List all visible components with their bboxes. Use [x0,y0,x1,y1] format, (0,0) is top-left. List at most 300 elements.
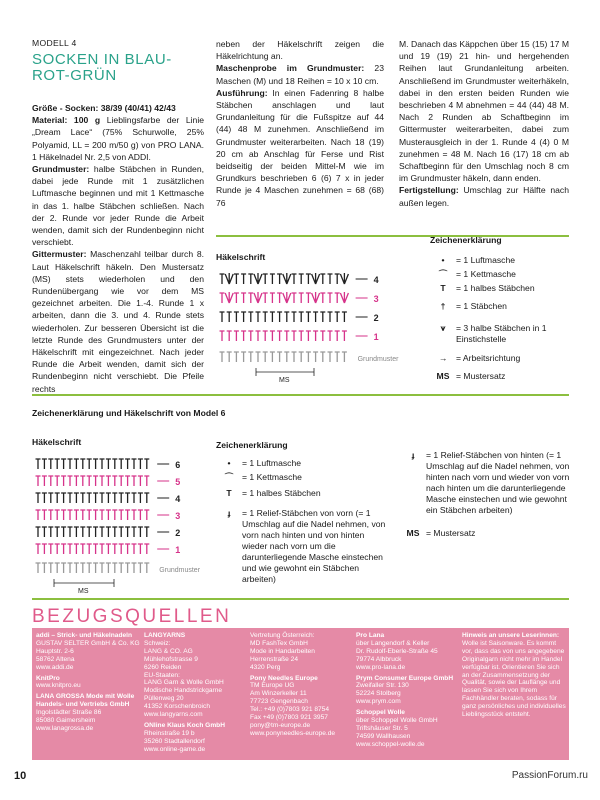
stitch-icon [93,544,98,554]
legend-text: = 1 Luftmasche [242,458,301,468]
bezugsquellen-title: BEZUGSQUELLEN [32,606,232,627]
stitch-icon [220,312,225,322]
stitch-icon [241,293,246,303]
stitch-icon [342,312,347,322]
stitch-icon [87,493,92,503]
stitch-icon [132,510,137,520]
stitch-icon [138,527,143,537]
stitch-icon [335,312,340,322]
stitch-icon [55,563,60,573]
paragraph-heading: Maschenprobe im Grundmuster: [216,63,365,74]
stitch-fan-icon [340,292,348,303]
stitch-icon [93,527,98,537]
stitch-icon [106,544,111,554]
stitch-icon [125,476,130,486]
bezugsquellen-column [36,632,140,736]
stitch-icon [42,476,47,486]
bezugsquellen-column [144,632,248,757]
row-number: 3 [373,294,379,304]
stitch-icon [74,510,79,520]
stitch-icon [48,527,53,537]
stitch-icon [68,527,73,537]
paragraph [216,87,384,209]
stitch-icon [36,527,41,537]
stitch-icon [270,352,275,362]
stitch-icon [342,352,347,362]
legend-symbol-icon: ⌒ [438,269,448,279]
paragraph-heading: Gittermuster: [32,249,87,260]
stitch-icon [256,312,261,322]
stitch-icon [100,459,105,469]
stitch-icon [248,274,253,284]
stitch-icon [263,274,268,284]
stitch-icon [263,352,268,362]
bezugsquellen-column [250,632,354,741]
stitch-icon [270,274,275,284]
paragraph [32,248,204,394]
supplier-name: Prym Consumer Europe GmbH [356,674,454,682]
legend1-title: Zeichenerklärung [430,235,502,245]
stitch-icon [61,544,66,554]
legend-text: = 1 halbes Stäbchen [242,488,321,498]
paragraph [32,114,204,163]
stitch-icon [112,476,117,486]
stitch-icon [241,331,246,341]
stitch-icon [100,476,105,486]
watermark: PassionForum.ru [511,770,588,781]
bezugsquellen-column [462,632,566,722]
paragraph-text: Maschenzahl teilbar durch 8. Laut Häkelschrift häkeln. Den Mustersatz (MS) stets wiederholen und den Rundenübergang wie vor dem MS gezeichnet arbeiten. Die 1.-4. Runde 1 x arbeiten, dann die 3. und 4. Runde stets wiederholen. Zur besseren Übersicht ist die letzte Runde des Grundmusters unter der Häkelschrift mit eingezeichnet. Nach jeder Runde die Arbeit wenden, damit sich der Rundenbeginn nicht verschiebt. Die Pfeile rechts [32,249,204,394]
legend2-title: Zeichenerklärung [216,440,288,450]
stitch-icon [106,493,111,503]
divider-line [216,235,569,237]
stitch-icon [220,352,225,362]
stitch-fan-icon [340,273,348,284]
stitch-icon [42,527,47,537]
stitch-icon [80,544,85,554]
stitch-icon [132,563,137,573]
supplier-entry [356,709,460,749]
stitch-icon [292,352,297,362]
stitch-fan-icon [254,292,262,303]
stitch-icon [320,331,325,341]
stitch-icon [112,544,117,554]
stitch-icon [335,274,340,284]
stitch-icon [87,527,92,537]
stitch-icon [119,544,124,554]
stitch-icon [68,563,73,573]
stitch-icon [292,312,297,322]
supplier-details: Wolle ist Saisonware. Es kommt vor, dass das von uns angegebene Originalgarn nicht mehr im Handel verfügbar ist. Orientieren Sie sich an der Zusammensetzung der Qualität, sowie der Lauflänge und lassen Sie sich von Ihrem Fachhändler beraten, sodass für ganz persönliches und individuelles Lieblingsstück entsteht. [462,639,566,719]
paragraph-text: Lieblingsfarbe der Linie „Dream Lace“ (75% Schurwolle, 25% Polyamid, LL = 200 m/50 g) von PRO LANA. 1 Häkelnadel Nr. 2,5 von ADDI. [32,115,205,162]
row-number: 6 [175,460,181,470]
stitch-icon [87,544,92,554]
legend-item [400,450,570,516]
stitch-icon [270,293,275,303]
stitch-icon [144,493,149,503]
paragraph-heading: Ausführung: [216,87,268,98]
stitch-icon [241,352,246,362]
paragraph-text: neben der Häkelschrift zeigen die Häkelrichtung an. [216,39,384,62]
stitch-icon [119,563,124,573]
stitch-icon [263,312,268,322]
stitch-icon [68,544,73,554]
legend-symbol-icon: ɟ [411,450,415,460]
supplier-name: Hinweis an unsere Leserinnen: [462,632,560,639]
stitch-icon [74,544,79,554]
legend-symbol-icon: ⩛ [440,323,446,333]
stitch-icon [125,510,130,520]
section2-title: Zeichenerklärung und Häkelschrift von Model 6 [32,408,226,418]
stitch-icon [144,476,149,486]
legend-symbol-icon: T [226,488,232,498]
stitch-icon [144,563,149,573]
column-2 [216,38,384,209]
legend-text: = 1 Luftmasche [456,255,515,265]
supplier-name: Pro Lana [356,632,385,639]
legend-symbol-icon: T [440,283,446,293]
supplier-entry [462,632,566,719]
stitch-icon [132,459,137,469]
stitch-icon [80,459,85,469]
stitch-icon [61,510,66,520]
legend-symbol-icon: † [440,301,446,311]
stitch-icon [306,331,311,341]
stitch-icon [112,563,117,573]
stitch-icon [125,459,130,469]
paragraph [399,38,569,184]
stitch-icon [328,352,333,362]
stitch-icon [74,476,79,486]
row-number: 2 [373,313,379,323]
stitch-icon [93,493,98,503]
supplier-entry [144,632,248,719]
paragraph-text: M. Danach das Käppchen über 15 (15) 17 M und 19 (19) 21 hin- und hergehenden Reihen laut Grundanleitung arbeiten. Anschließend im Grundmuster weiterhäkeln, dabei in den ersten beiden Runden wie beschrieben 4 M abnehmen = 44 (44) 48 M. Nach 2 Runden ab Schaftbeginn im Gittermuster weiterarbeiten, dabei zum Musterausgleich in der 1. Runde 4 (4) 0 M zunehmen = 48 M. Nach 16 (17) 18 cm ab Schaftbeginn für den Umschlag noch 8 cm im Grundmuster häkeln, dann enden. [399,39,569,184]
stitch-icon [248,312,253,322]
stitch-icon [320,293,325,303]
supplier-details: Zweifaller Str. 130 52224 Stolberg www.prym.com [356,682,409,706]
stitch-icon [48,459,53,469]
stitch-icon [138,510,143,520]
stitch-icon [55,510,60,520]
model-label: MODELL 4 [32,38,77,48]
stitch-icon [87,476,92,486]
stitch-icon [87,510,92,520]
stitch-fan-icon [312,292,320,303]
stitch-icon [234,312,239,322]
stitch-icon [36,563,41,573]
stitch-icon [328,293,333,303]
supplier-name: LANA GROSSA Mode mit Wolle Handels- und Vertriebs GmbH [36,693,135,709]
stitch-icon [42,510,47,520]
legend-item [216,472,391,483]
stitch-icon [55,527,60,537]
paragraph [32,102,204,114]
supplier-details: www.knitpro.eu [36,682,81,690]
stitch-icon [68,493,73,503]
stitch-icon [68,476,73,486]
stitch-icon [277,331,282,341]
stitch-icon [125,563,130,573]
legend-text: = Mustersatz [456,371,506,381]
stitch-icon [80,510,85,520]
stitch-icon [119,459,124,469]
paragraph [216,38,384,62]
row-number: 1 [175,545,181,555]
stitch-icon [61,459,66,469]
legend-text: = Arbeitsrichtung [456,353,521,363]
stitch-icon [87,459,92,469]
stitch-fan-icon [283,273,291,284]
legend-text: = 1 Kettmasche [456,269,516,279]
stitch-icon [241,274,246,284]
legend-item [430,371,570,382]
legend-1 [430,249,570,389]
base-label: Grundmuster [159,567,201,574]
stitch-icon [320,274,325,284]
stitch-icon [119,527,124,537]
paragraph-heading: Material: 100 g [32,115,101,126]
paragraph-text: Umschlag zur Hälfte nach außen legen. [399,185,569,208]
stitch-icon [220,293,225,303]
stitch-icon [335,293,340,303]
stitch-icon [306,293,311,303]
supplier-entry [36,632,140,672]
stitch-icon [234,274,239,284]
legend-symbol-icon: ⌒ [224,472,234,482]
supplier-name: LANGYARNS [144,632,186,639]
supplier-details: Ingolstädter Straße 86 85080 Gaimersheim www.lanagrossa.de [36,709,102,732]
stitch-icon [61,476,66,486]
stitch-icon [61,563,66,573]
crochet-chart-2 [32,455,212,595]
stitch-icon [138,493,143,503]
stitch-icon [119,493,124,503]
supplier-details: TM Europe UG Am Winzerkeller 11 77723 Gengenbach Tel.: +49 (0)7803 921 8754 Fax +49 (0)7803 921 3957 pony@tm-europe.de www.ponyneedles-europe.de [250,682,336,737]
stitch-icon [100,527,105,537]
divider-line [32,598,569,600]
paragraph [216,62,384,86]
legend-text: = 1 Relief-Stäbchen von hinten (= 1 Umschlag auf die Nadel nehmen, von hinten nach vorn und wieder von vorn nach hinten um die darunterliegende Masche einstechen und wie gewohnt ein Stäbchen arbeiten) [426,450,570,515]
row-number: 1 [373,332,379,342]
base-label: Grundmuster [357,356,399,363]
stitch-fan-icon [254,273,262,284]
stitch-icon [144,527,149,537]
paragraph-text: 23 Maschen (M) und 18 Reihen = 10 x 10 cm. [216,63,384,86]
stitch-icon [80,527,85,537]
legend-item [430,301,570,312]
stitch-icon [36,544,41,554]
model-title: SOCKEN IN BLAU-ROT-GRÜN [32,51,172,84]
stitch-icon [248,352,253,362]
stitch-icon [93,459,98,469]
stitch-icon [138,459,143,469]
row-number: 2 [175,528,181,538]
stitch-icon [48,493,53,503]
stitch-icon [36,510,41,520]
legend-text: = 1 halbes Stäbchen [456,283,535,293]
stitch-icon [112,459,117,469]
stitch-icon [313,312,318,322]
stitch-icon [48,544,53,554]
legend-text: = 1 Kettmasche [242,472,302,482]
legend-item [400,528,570,539]
stitch-icon [74,563,79,573]
stitch-icon [284,331,289,341]
legend-2 [216,452,391,602]
stitch-icon [132,544,137,554]
legend-item [216,488,391,499]
stitch-icon [277,352,282,362]
stitch-icon [106,476,111,486]
supplier-entry [250,675,354,738]
stitch-icon [284,352,289,362]
stitch-icon [80,493,85,503]
stitch-icon [100,510,105,520]
column-1 [32,102,204,395]
row-number: 4 [373,275,379,285]
stitch-icon [256,331,261,341]
stitch-icon [299,274,304,284]
supplier-details: Schweiz: LANG & CO. AG Mühlehofstrasse 9 6260 Reiden EU-Staaten: LANG Garn & Wolle GmbH Modische Handstrickgarne Püllenweg 20 41352 Korschenbroich www.langyarns.com [144,639,224,719]
stitch-icon [36,459,41,469]
stitch-icon [68,510,73,520]
stitch-icon [48,476,53,486]
stitch-icon [220,331,225,341]
stitch-icon [299,312,304,322]
stitch-icon [74,493,79,503]
stitch-icon [234,293,239,303]
stitch-icon [234,352,239,362]
legend-2-right [400,452,570,602]
stitch-icon [144,510,149,520]
stitch-icon [80,563,85,573]
stitch-icon [277,293,282,303]
stitch-icon [335,352,340,362]
supplier-entry [356,675,460,707]
stitch-icon [277,274,282,284]
legend-text: = 3 halbe Stäbchen in 1 Einstichstelle [456,323,547,344]
stitch-icon [328,274,333,284]
stitch-icon [61,493,66,503]
row-number: 3 [175,511,181,521]
paragraph-heading: Größe - Socken: 38/39 (40/41) 42/43 [32,103,176,113]
stitch-fan-icon [283,292,291,303]
stitch-icon [284,312,289,322]
legend-text: = 1 Stäbchen [456,301,507,311]
stitch-icon [299,293,304,303]
chart2-title: Häkelschrift [32,437,82,447]
stitch-icon [42,493,47,503]
legend-symbol-icon: ɟ [227,508,231,518]
mustersatz-bracket [256,368,314,376]
legend-item [430,353,570,364]
supplier-name: KnitPro [36,674,60,682]
supplier-entry [36,675,140,691]
stitch-icon [42,459,47,469]
stitch-icon [93,510,98,520]
supplier-details: Vertretung Österreich: MD FashTex GmbH Mode in Handarbeiten Herrenstraße 24 4320 Perg [250,632,315,671]
stitch-icon [100,563,105,573]
stitch-icon [48,563,53,573]
supplier-details: über Langendorf & Keller Dr. Rudolf-Eberle-Straße 45 79774 Albbruck www.pro-lana.de [356,639,438,671]
stitch-icon [48,510,53,520]
row-number: 4 [175,494,181,504]
stitch-icon [36,476,41,486]
supplier-name: Schoppel Wolle [356,709,405,717]
stitch-icon [328,312,333,322]
supplier-name: ONline Klaus Koch GmbH [144,721,225,729]
stitch-icon [270,312,275,322]
stitch-icon [138,476,143,486]
chart1-title: Häkelschrift [216,252,266,262]
stitch-icon [144,544,149,554]
stitch-icon [132,476,137,486]
supplier-details: über Schoppel Wolle GmbH Triftshäuser Str. 5 74599 Wallhausen www.schoppel-wolle.de [356,717,438,748]
legend-symbol-icon: MS [436,371,450,381]
mustersatz-label: MS [279,377,290,384]
stitch-icon [313,352,318,362]
stitch-icon [106,527,111,537]
stitch-icon [55,459,60,469]
stitch-fan-icon [225,273,233,284]
paragraph-text: halbe Stäbchen in Runden, dabei jede Runde mit 1 zusätzlichen Luftmasche beginnen und mit 1 Kettmasche in das 1. halbe Stäbchen schließen. Nach der 2. Runde vor jeder Runde die Arbeit wenden, damit sich der Rundenbeginn nicht verschiebt. [32,164,204,248]
stitch-icon [125,527,130,537]
column-3 [399,38,569,209]
stitch-icon [299,352,304,362]
stitch-icon [132,493,137,503]
stitch-icon [132,527,137,537]
legend-text: = Mustersatz [426,528,476,538]
stitch-icon [112,493,117,503]
paragraph-heading: Fertigstellung: [399,185,459,196]
supplier-name: addi – Strick- und Häkelnadeln [36,632,132,639]
stitch-icon [93,476,98,486]
supplier-entry [144,722,248,754]
stitch-icon [277,312,282,322]
stitch-icon [55,493,60,503]
stitch-icon [138,563,143,573]
legend-item [216,508,391,585]
stitch-icon [80,476,85,486]
stitch-icon [320,312,325,322]
stitch-icon [342,331,347,341]
stitch-icon [248,331,253,341]
stitch-icon [100,493,105,503]
supplier-details: Rheinstraße 19 b 35260 Stadtallendorf www.online-game.de [144,729,206,753]
stitch-icon [42,563,47,573]
stitch-icon [61,527,66,537]
stitch-icon [227,352,232,362]
stitch-fan-icon [312,273,320,284]
stitch-icon [227,331,232,341]
paragraph [32,163,204,248]
stitch-icon [263,293,268,303]
stitch-icon [335,331,340,341]
page-number: 10 [14,770,27,782]
stitch-icon [241,312,246,322]
stitch-icon [55,544,60,554]
stitch-icon [74,527,79,537]
paragraph [399,184,569,208]
stitch-icon [119,510,124,520]
stitch-icon [299,331,304,341]
stitch-icon [112,527,117,537]
stitch-icon [93,563,98,573]
stitch-icon [306,352,311,362]
stitch-icon [313,331,318,341]
stitch-icon [106,510,111,520]
